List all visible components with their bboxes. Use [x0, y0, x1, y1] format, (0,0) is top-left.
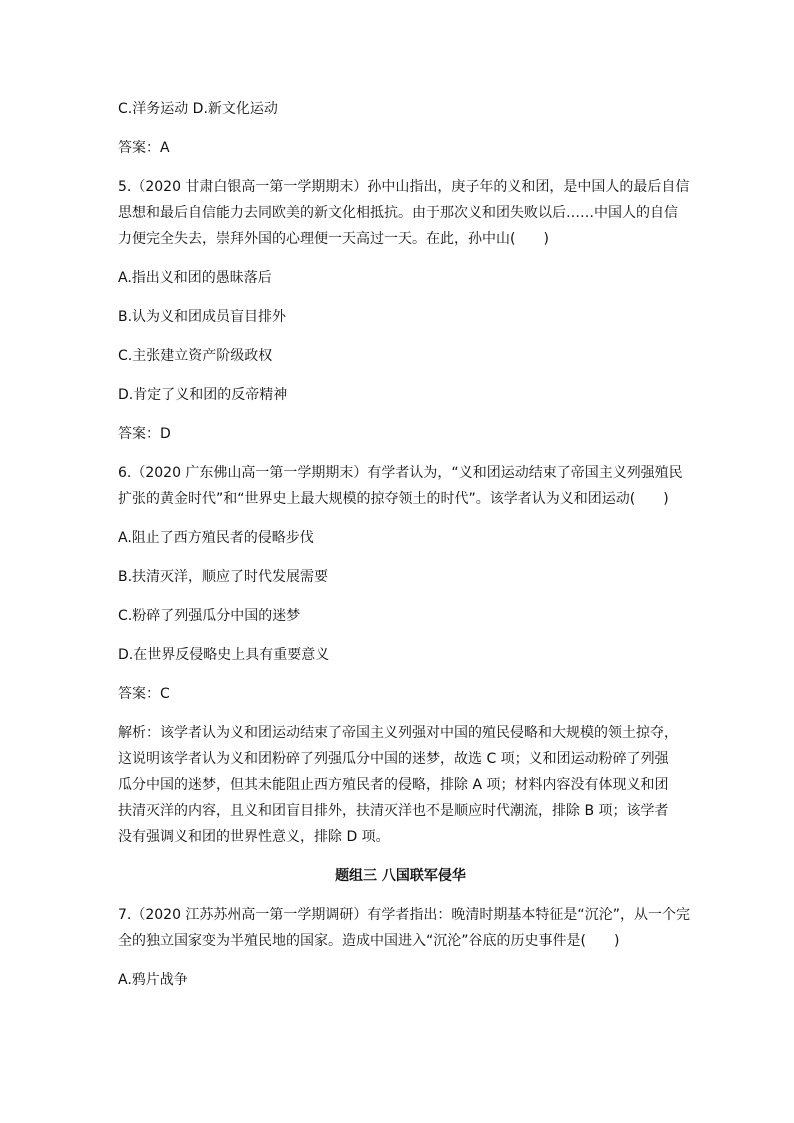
- q4-options-cd: C.洋务运动 D.新文化运动: [118, 101, 278, 117]
- q7-stem-line: 7.（2020 江苏苏州高一第一学期调研）有学者指出：晚清时期基本特征是“沉沦”，从一个完: [118, 907, 690, 923]
- section-title: 题组三 八国联军侵华: [335, 868, 466, 884]
- question-5: [118, 174, 690, 447]
- q6-option-d: D.在世界反侵略史上具有重要意义: [118, 647, 330, 663]
- q6-analysis-line: 解析：该学者认为义和团运动结束了帝国主义列强对中国的殖民侵略和大规模的领土掠夺，: [118, 725, 678, 741]
- q4-answer: 答案：A: [118, 140, 170, 156]
- q6-analysis: [118, 720, 683, 850]
- q5-option-b: B.认为义和团成员盲目排外: [118, 309, 287, 325]
- q6-option-b: B.扶清灭洋，顺应了时代发展需要: [118, 569, 329, 585]
- q6-stem-line: 扩张的黄金时代”和“世界史上最大规模的掠夺领土的时代”。该学者认为义和团运动( ): [118, 491, 669, 507]
- q5-stem-line: 思想和最后自信能力去同欧美的新文化相抵抗。由于那次义和团失败以后……中国人的自信: [118, 205, 678, 221]
- q6-answer: 答案：C: [118, 686, 170, 702]
- q6-analysis-line: 扶清灭洋的内容，且义和团盲目排外，扶清灭洋也不是顺应时代潮流，排除 B 项；该学者: [118, 803, 669, 819]
- q6-analysis-line: 没有强调义和团的世界性意义，排除 D 项。: [118, 829, 390, 845]
- q5-option-d: D.肯定了义和团的反帝精神: [118, 387, 288, 403]
- q5-option-a: A.指出义和团的愚昧落后: [118, 270, 272, 286]
- question-7: [118, 902, 690, 993]
- q6-option-c: C.粉碎了列强瓜分中国的迷梦: [118, 608, 301, 624]
- q7-stem-line: 全的独立国家变为半殖民地的国家。造成中国进入“沉沦”谷底的历史事件是( ): [118, 933, 620, 949]
- q6-stem-line: 6.（2020 广东佛山高一第一学期期末）有学者认为，“义和团运动结束了帝国主义列强殖民: [118, 465, 683, 481]
- document-content: [118, 96, 690, 993]
- q6-option-a: A.阻止了西方殖民者的侵略步伐: [118, 530, 314, 546]
- q5-stem-line: 5.（2020 甘肃白银高一第一学期期末）孙中山指出，庚子年的义和团，是中国人的最后自信: [118, 179, 690, 195]
- question-6: [118, 460, 683, 850]
- q6-analysis-line: 瓜分中国的迷梦，但其未能阻止西方殖民者的侵略，排除 A 项；材料内容没有体现义和团: [118, 777, 669, 793]
- q7-option-a: A.鸦片战争: [118, 972, 188, 988]
- q6-analysis-line: 这说明该学者认为义和团粉碎了列强瓜分中国的迷梦，故选 C 项；义和团运动粉碎了列强: [118, 751, 669, 767]
- q5-answer: 答案：D: [118, 426, 171, 442]
- q5-stem-line: 力便完全失去，崇拜外国的心理便一天高过一天。在此，孙中山( ): [118, 231, 549, 247]
- q5-option-c: C.主张建立资产阶级政权: [118, 348, 273, 364]
